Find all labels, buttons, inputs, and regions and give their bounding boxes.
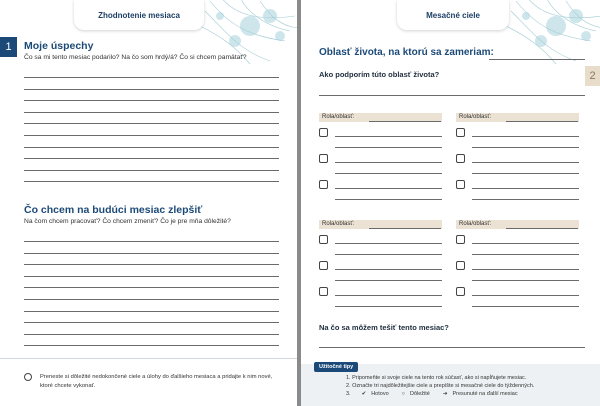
goal-line[interactable]	[335, 188, 442, 189]
goal-line[interactable]	[335, 147, 442, 148]
writing-line[interactable]	[24, 241, 279, 242]
left-page	[0, 0, 297, 406]
goal-line[interactable]	[335, 280, 442, 281]
legend-move: Presunuté na ďalší mesiac	[452, 391, 518, 397]
goal-line[interactable]	[472, 295, 579, 296]
goal-line[interactable]	[472, 162, 579, 163]
left-page-header-tab: Zhodnotenie mesiaca	[74, 0, 204, 30]
tip-3-number: 3.	[346, 391, 351, 397]
achievements-description: Čo sa mi tento mesiac podarilo? Na čo som hrdý/á? Čo si chcem pamätať?	[24, 54, 247, 61]
tip-1: 1. Pripomeňte si svoje ciele na tento rok súčasť, ako si napĺňujete mesiac.	[346, 375, 527, 381]
goal-checkbox[interactable]	[456, 287, 465, 296]
tips-title: Užitočné tipy	[314, 362, 358, 372]
role-area-header: Rola/oblasť:	[456, 113, 579, 122]
page-number-tab: 2	[585, 66, 600, 86]
support-question: Ako podporím túto oblasť života?	[319, 70, 440, 79]
life-area-title: Oblasť života, na ktorú sa zameriam:	[319, 47, 494, 58]
tip-3-legend	[346, 391, 518, 397]
goal-line[interactable]	[472, 280, 579, 281]
writing-line[interactable]	[24, 89, 279, 90]
look-forward-line[interactable]	[319, 347, 585, 348]
check-icon: ✔	[361, 391, 367, 397]
carry-over-note: Preneste si dôležité nedokončené ciele a úlohy do ďalšieho mesiaca a pridajte k nim nové, ktoré chcete vykonať.	[40, 374, 273, 389]
writing-line[interactable]	[24, 287, 279, 288]
goal-line[interactable]	[335, 254, 442, 255]
goal-line[interactable]	[335, 269, 442, 270]
writing-line[interactable]	[24, 299, 279, 300]
legend-done: Hotovo	[371, 391, 389, 397]
improvements-description: Na čom chcem pracovať? Čo chcem zmeniť? Čo je pre mňa dôležité?	[24, 218, 231, 225]
goal-checkbox[interactable]	[319, 287, 328, 296]
legend-important: Dôležité	[409, 391, 430, 397]
watercolor-splash-decoration	[496, 0, 600, 66]
goal-line[interactable]	[472, 306, 579, 307]
goal-line[interactable]	[472, 254, 579, 255]
goal-checkbox[interactable]	[319, 128, 328, 137]
role-area-header: Rola/oblasť:	[319, 113, 442, 122]
writing-line[interactable]	[24, 112, 279, 113]
writing-line[interactable]	[24, 170, 279, 171]
goal-checkbox[interactable]	[456, 128, 465, 137]
goal-line[interactable]	[335, 162, 442, 163]
goal-line[interactable]	[335, 306, 442, 307]
improvements-title: Čo chcem na budúci mesiac zlepšiť	[24, 204, 203, 216]
writing-line[interactable]	[24, 276, 279, 277]
writing-line[interactable]	[24, 181, 279, 182]
note-checkbox-circle[interactable]	[24, 373, 32, 381]
role-area-header: Rola/oblasť:	[319, 220, 442, 229]
goal-checkbox[interactable]	[319, 235, 328, 244]
role-area-line[interactable]	[506, 121, 578, 122]
goal-line[interactable]	[472, 173, 579, 174]
circle-icon: ○	[401, 391, 405, 397]
goal-checkbox[interactable]	[456, 235, 465, 244]
goal-checkbox[interactable]	[456, 154, 465, 163]
goal-checkbox[interactable]	[319, 154, 328, 163]
tip-2: 2. Označte tri najdôležitejšie ciele a prepíšte si mesačné ciele do týždenných.	[346, 383, 535, 389]
writing-line[interactable]	[24, 322, 279, 323]
writing-line[interactable]	[24, 158, 279, 159]
right-page-header-tab: Mesačné ciele	[397, 0, 509, 30]
writing-line[interactable]	[24, 135, 279, 136]
writing-line[interactable]	[24, 334, 279, 335]
role-area-line[interactable]	[369, 228, 441, 229]
goal-line[interactable]	[472, 147, 579, 148]
goal-line[interactable]	[472, 136, 579, 137]
writing-line[interactable]	[24, 100, 279, 101]
goal-line[interactable]	[335, 136, 442, 137]
goal-line[interactable]	[472, 269, 579, 270]
goal-line[interactable]	[472, 199, 579, 200]
goal-line[interactable]	[335, 243, 442, 244]
section-number-badge: 1	[0, 37, 17, 57]
goal-checkbox[interactable]	[319, 180, 328, 189]
writing-line[interactable]	[24, 311, 279, 312]
support-line[interactable]	[319, 95, 585, 96]
life-area-line[interactable]	[489, 59, 585, 60]
goal-line[interactable]	[335, 295, 442, 296]
writing-line[interactable]	[24, 123, 279, 124]
goal-checkbox[interactable]	[456, 261, 465, 270]
writing-line[interactable]	[24, 147, 279, 148]
writing-line[interactable]	[24, 345, 279, 346]
role-area-header: Rola/oblasť:	[456, 220, 579, 229]
right-page	[301, 0, 600, 406]
goal-checkbox[interactable]	[319, 261, 328, 270]
goal-line[interactable]	[335, 199, 442, 200]
writing-line[interactable]	[24, 253, 279, 254]
goal-line[interactable]	[472, 188, 579, 189]
role-area-line[interactable]	[506, 228, 578, 229]
goal-line[interactable]	[472, 243, 579, 244]
look-forward-question: Na čo sa môžem tešiť tento mesiac?	[319, 323, 449, 332]
writing-line[interactable]	[24, 77, 279, 78]
goal-checkbox[interactable]	[456, 180, 465, 189]
achievements-title: Moje úspechy	[24, 40, 94, 52]
arrow-right-icon: ➔	[442, 391, 448, 397]
goal-line[interactable]	[335, 173, 442, 174]
bottom-divider	[0, 358, 297, 359]
role-area-line[interactable]	[369, 121, 441, 122]
writing-line[interactable]	[24, 264, 279, 265]
